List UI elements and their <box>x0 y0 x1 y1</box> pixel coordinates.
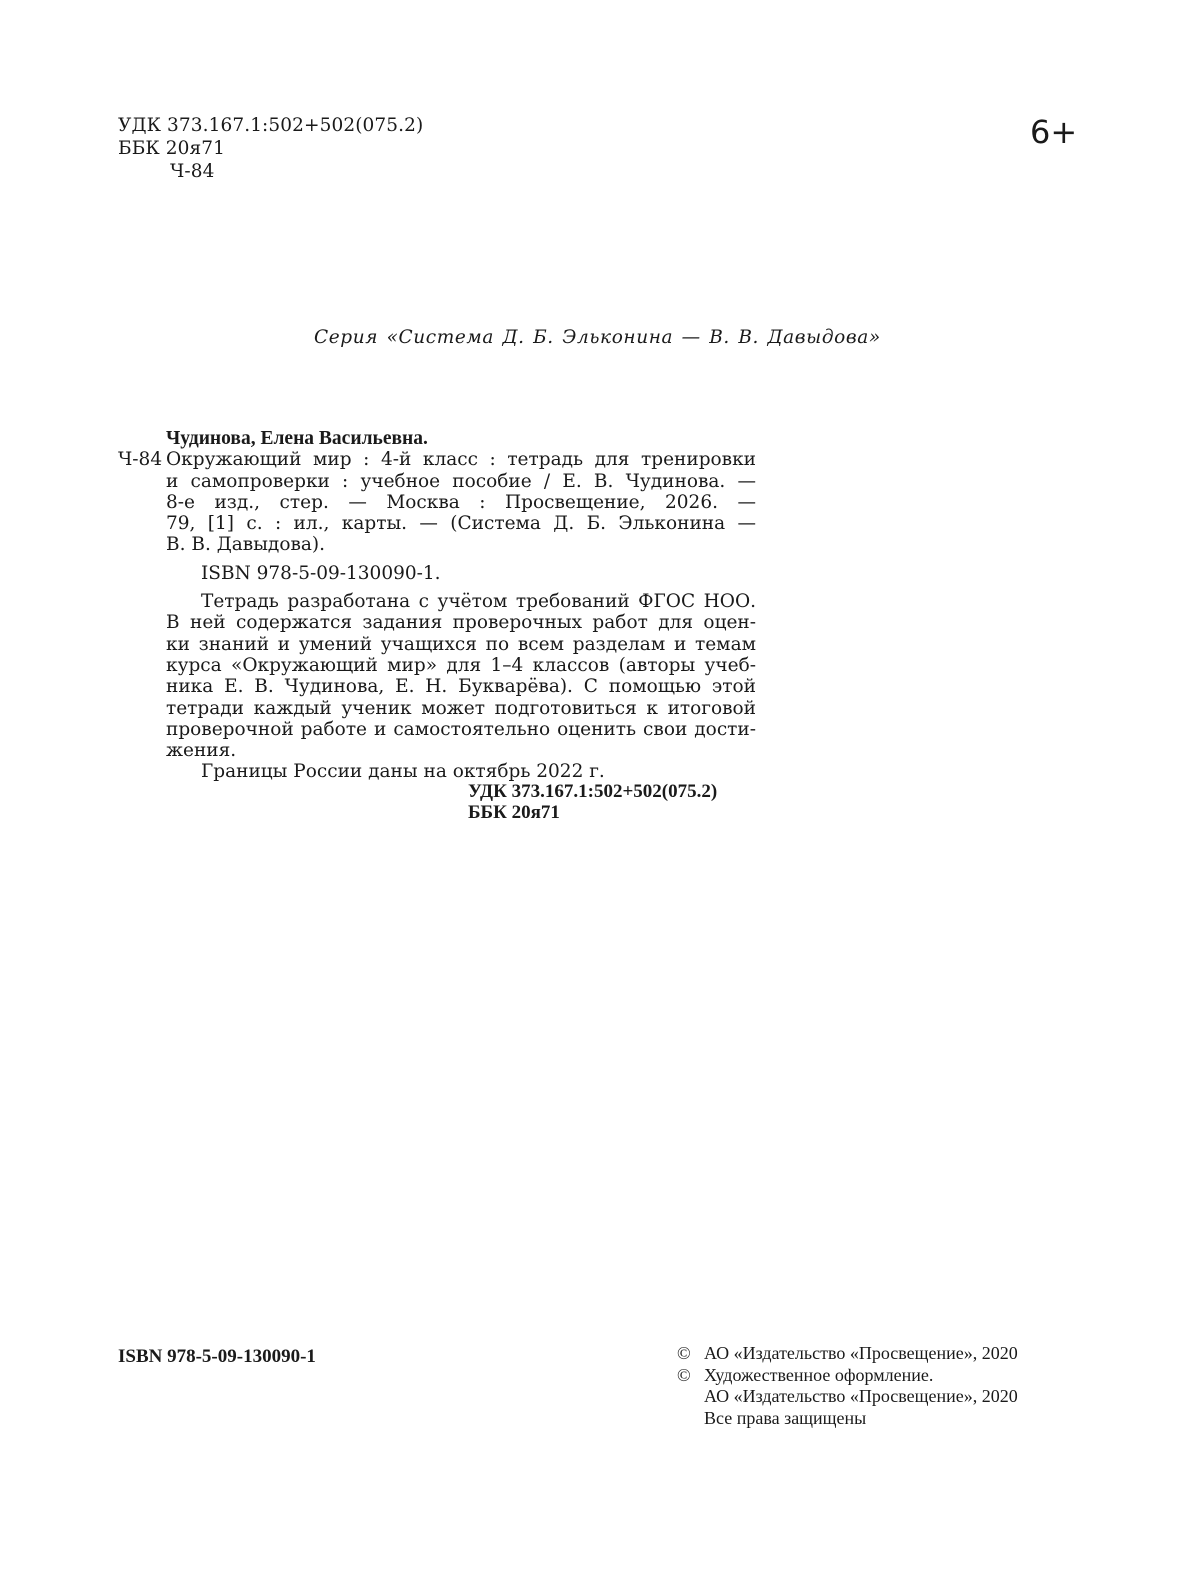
copyright-line: АО «Издательство «Просвещение», 2020 <box>704 1343 1018 1363</box>
author-mark: Ч-84 <box>170 161 215 182</box>
description-line: Окружающий мир : 4-й класс : тетрадь для тренировки <box>166 449 756 471</box>
classification-block <box>118 114 423 183</box>
description-line: и самопроверки : учебное пособие / Е. В. Чудинова. — <box>166 470 756 492</box>
annotation-line: курса «Окружающий мир» для 1–4 классов (авторы учеб- <box>166 654 756 676</box>
entry-annotation <box>118 591 756 761</box>
series-title: Серия «Система Д. Б. Эльконина — В. В. Давыдова» <box>314 327 881 348</box>
copyright-symbol: © <box>677 1364 691 1385</box>
annotation-line: жения. <box>166 740 237 762</box>
entry-author: Чудинова, Елена Васильевна. <box>166 428 428 449</box>
annotation-line: В ней содержатся задания проверочных работ для оцен- <box>166 612 756 634</box>
age-rating: 6+ <box>1030 113 1078 151</box>
annotation-line: Тетрадь разработана с учётом требований ФГОС НОО. <box>201 591 756 613</box>
description-line: 8-е изд., стер. — Москва : Просвещение, 2026. — <box>166 491 756 513</box>
copyright-symbol: © <box>677 1343 691 1363</box>
entry-classification <box>468 781 717 824</box>
copyright-block <box>677 1343 1018 1429</box>
annotation-line: ки знаний и умений учащихся по всем разделам и темам <box>166 633 756 655</box>
annotation-line: проверочной работе и самостоятельно оценить свои дости- <box>166 718 756 740</box>
borders-note: Границы России даны на октябрь 2022 г. <box>201 761 605 783</box>
annotation-line: ника Е. В. Чудинова, Е. Н. Букварёва). С помощью этой <box>166 676 756 698</box>
udc-code: УДК 373.167.1:502+502(075.2) <box>118 115 424 136</box>
call-number: Ч-84 <box>118 449 163 471</box>
entry-bbk: ББК 20я71 <box>468 802 560 824</box>
entry-udc: УДК 373.167.1:502+502(075.2) <box>468 781 718 802</box>
description-line: 79, [1] с. : ил., карты. — (Система Д. Б. Эльконина — <box>166 513 756 535</box>
bbk-code: ББК 20я71 <box>118 138 226 159</box>
entry-isbn: ISBN 978-5-09-130090-1. <box>201 562 441 584</box>
catalog-entry <box>118 428 756 783</box>
entry-description <box>118 449 756 555</box>
copyright-line: Художественное оформление. <box>704 1364 934 1385</box>
footer-isbn: ISBN 978-5-09-130090-1 <box>118 1346 316 1367</box>
rights-reserved: Все права защищены <box>704 1407 867 1428</box>
description-line: В. В. Давыдова). <box>166 534 325 556</box>
copyright-line: АО «Издательство «Просвещение», 2020 <box>704 1386 1018 1406</box>
annotation-line: тетради каждый ученик может подготовиться к итоговой <box>166 697 756 719</box>
